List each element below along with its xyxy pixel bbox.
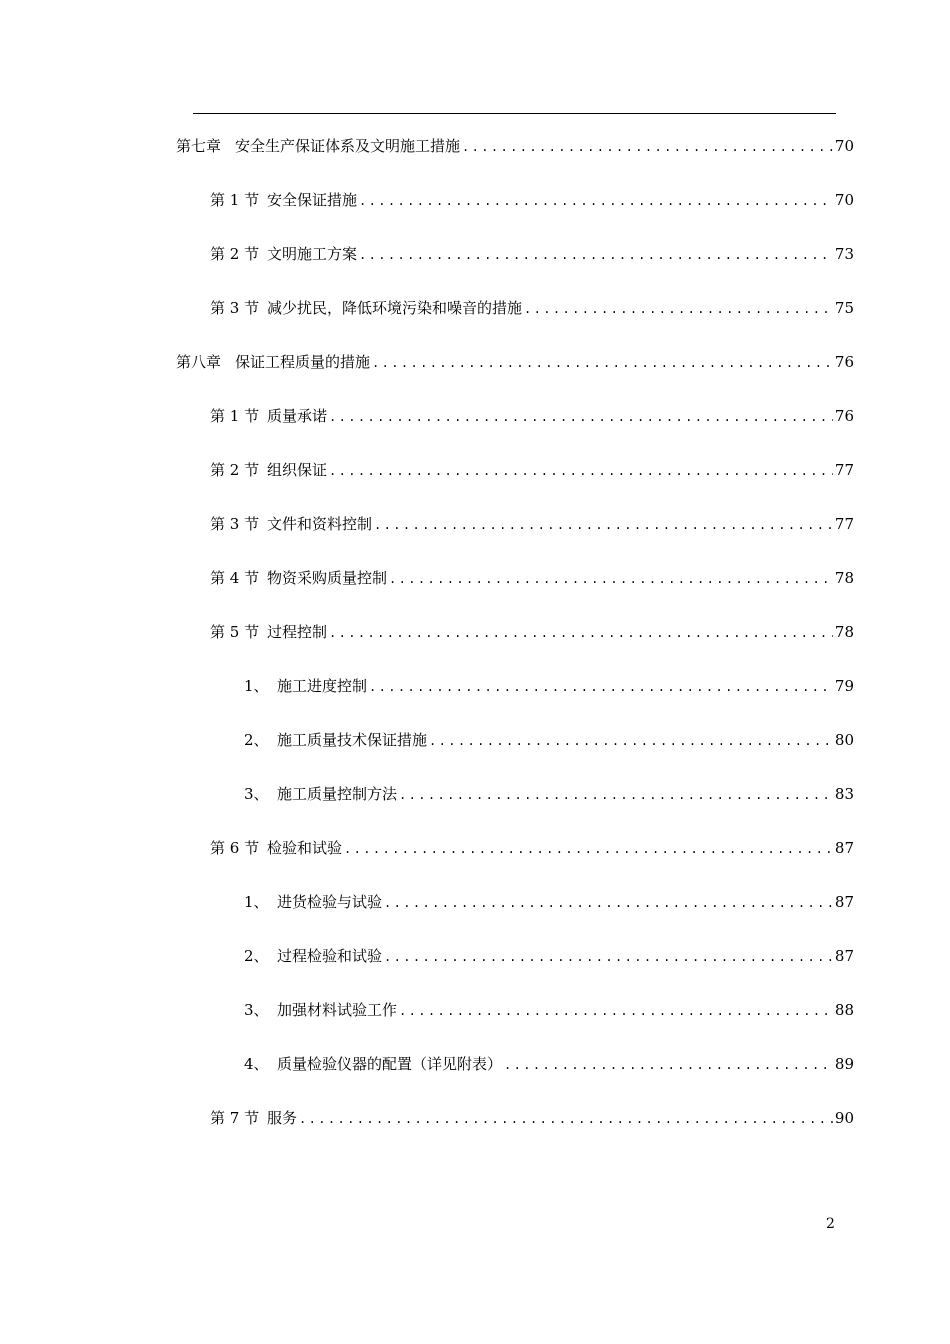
dot-leader [329,622,833,644]
page-number: 2 [826,1216,835,1232]
dot-leader [384,892,833,914]
toc-entry-section[interactable] [210,459,854,481]
toc-entry-page: 83 [834,785,854,803]
dot-leader [299,1108,833,1130]
toc-entry-number: 3、 [244,1001,269,1019]
toc-entry-page: 76 [834,407,854,425]
toc-entry-title: 减少扰民，降低环境污染和噪音的措施 [267,299,523,317]
toc-entry-number: 第 5 节 [210,623,260,641]
toc-entry-number: 3、 [244,785,269,803]
dot-leader [372,352,833,374]
toc-entry-subsection[interactable] [244,945,854,967]
toc-entry-section[interactable] [210,567,854,589]
toc-entry-title: 进货检验与试验 [277,893,383,911]
toc-entry-page: 73 [834,245,854,263]
toc-entry-title: 服务 [267,1109,298,1127]
toc-entry-number: 第 7 节 [210,1109,260,1127]
toc-entry-page: 90 [834,1109,854,1127]
toc-entry-number: 1、 [244,893,269,911]
toc-entry-page: 89 [834,1055,854,1073]
toc-entry-number: 第 6 节 [210,839,260,857]
toc-entry-page: 87 [834,839,854,857]
dot-leader [399,1000,833,1022]
dot-leader [329,406,833,428]
toc-entry-page: 87 [834,947,854,965]
toc-entry-number: 第七章 [176,137,222,155]
toc-entry-page: 75 [834,299,854,317]
toc-entry-number: 第 2 节 [210,245,260,263]
toc-entry-page: 77 [834,515,854,533]
toc-entry-subsection[interactable] [244,729,854,751]
toc-entry-page: 70 [834,191,854,209]
toc-entry-subsection[interactable] [244,783,854,805]
toc-entry-number: 2、 [244,731,269,749]
toc-entry-number: 第八章 [176,353,222,371]
toc-entry-section[interactable] [210,513,854,535]
toc-entry-section[interactable] [210,621,854,643]
toc-entry-title: 施工进度控制 [277,677,368,695]
toc-entry-page: 88 [834,1001,854,1019]
toc-entry-title: 安全生产保证体系及文明施工措施 [235,137,461,155]
toc-entry-page: 79 [834,677,854,695]
dot-leader [504,1054,833,1076]
toc-entry-title: 质量承诺 [267,407,328,425]
toc-entry-number: 4、 [244,1055,269,1073]
toc-entry-section[interactable] [210,405,854,427]
toc-entry-title: 物资采购质量控制 [267,569,388,587]
toc-entry-number: 第 2 节 [210,461,260,479]
toc-entry-subsection[interactable] [244,1053,854,1075]
toc-entry-chapter-7[interactable] [176,135,854,157]
toc-entry-section[interactable] [210,297,854,319]
toc-entry-subsection[interactable] [244,891,854,913]
dot-leader [359,244,833,266]
toc-entry-number: 第 3 节 [210,515,260,533]
toc-entry-title: 过程检验和试验 [277,947,383,965]
toc-entry-number: 2、 [244,947,269,965]
toc-entry-page: 78 [834,569,854,587]
dot-leader [524,298,833,320]
toc-entry-subsection[interactable] [244,675,854,697]
toc-entry-title: 文件和资料控制 [267,515,373,533]
toc-entry-title: 过程控制 [267,623,328,641]
dot-leader [359,190,833,212]
dot-leader [369,676,833,698]
toc-entry-section[interactable] [210,1107,854,1129]
toc-entry-page: 80 [834,731,854,749]
toc-entry-title: 文明施工方案 [267,245,358,263]
toc-entry-page: 70 [834,137,854,155]
dot-leader [399,784,833,806]
dot-leader [329,460,833,482]
toc-entry-page: 77 [834,461,854,479]
toc-entry-number: 第 1 节 [210,407,260,425]
toc-entry-chapter-8[interactable] [176,351,854,373]
toc-entry-title: 组织保证 [267,461,328,479]
toc-entry-title: 安全保证措施 [267,191,358,209]
toc-entry-section[interactable] [210,837,854,859]
toc-entry-title: 施工质量技术保证措施 [277,731,428,749]
toc-entry-title: 加强材料试验工作 [277,1001,398,1019]
dot-leader [462,136,833,158]
toc-entry-title: 检验和试验 [267,839,343,857]
toc-entry-title: 质量检验仪器的配置（详见附表） [277,1055,503,1073]
toc-entry-number: 第 4 节 [210,569,260,587]
toc-entry-number: 1、 [244,677,269,695]
dot-leader [384,946,833,968]
toc-entry-page: 76 [834,353,854,371]
dot-leader [344,838,833,860]
toc-entry-section[interactable] [210,243,854,265]
dot-leader [374,514,833,536]
toc-entry-section[interactable] [210,189,854,211]
toc-entry-page: 78 [834,623,854,641]
toc-entry-number: 第 3 节 [210,299,260,317]
toc-entry-subsection[interactable] [244,999,854,1021]
dot-leader [389,568,833,590]
toc-entry-title: 施工质量控制方法 [277,785,398,803]
toc-entry-title: 保证工程质量的措施 [235,353,371,371]
toc-entry-page: 87 [834,893,854,911]
dot-leader [429,730,833,752]
toc-entry-number: 第 1 节 [210,191,260,209]
